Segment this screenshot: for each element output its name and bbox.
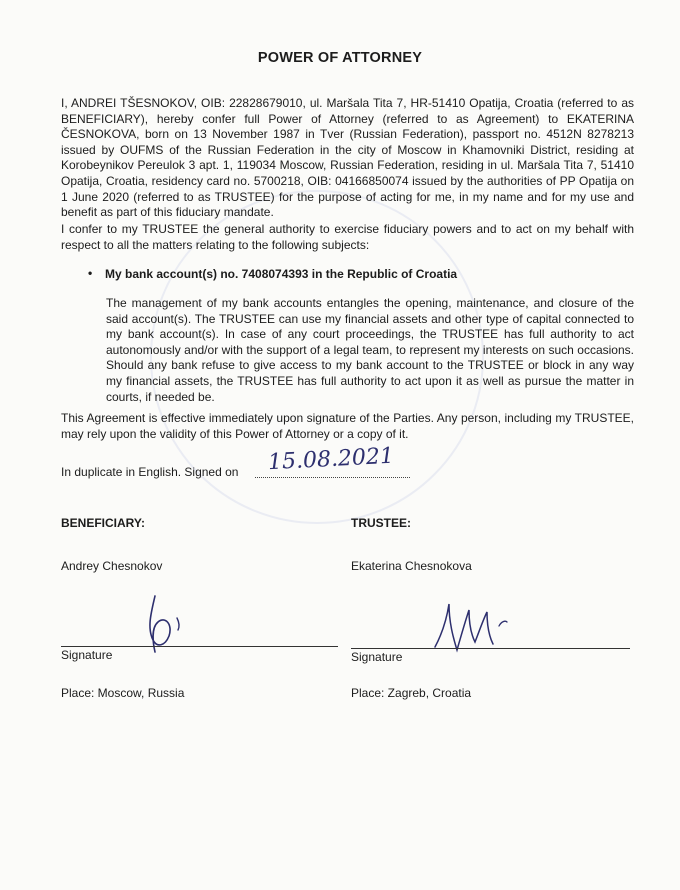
trustee-signature-label: Signature (351, 650, 403, 664)
trustee-name: Ekaterina Chesnokova (351, 559, 472, 573)
beneficiary-name: Andrey Chesnokov (61, 559, 163, 573)
date-underline (255, 477, 410, 478)
beneficiary-signature-label: Signature (61, 648, 113, 662)
trustee-header: TRUSTEE: (351, 516, 411, 530)
bullet-detail-paragraph: The management of my bank accounts entangles the opening, maintenance, and closure of the said account(s). The TRUSTEE can use my financial assets and other type of capital connected to my bank account(s). In case of any court proceedings, the TRUSTEE has full authority to act autonomously and/or with the support of a legal team, to represent my interests on such occasions. Should any bank refuse to give access to my bank account to the TRUSTEE or block in any way my financial assets, the TRUSTEE has full authority to act upon it as well as pursue the matter in courts, if needed be. (106, 296, 634, 404)
trustee-signature-line (351, 648, 630, 649)
trustee-signature-icon (425, 592, 525, 662)
document-title: POWER OF ATTORNEY (257, 50, 423, 66)
intro-paragraph: I, ANDREI TŠESNOKOV, OIB: 22828679010, ul. Maršala Tita 7, HR-51410 Opatija, Croatia (referred to as BENEFICIARY), hereby confer full Power of Attorney (referred to as Agreement) to EKATERINA ČESNOKOVA, born on 13 November 1987 in Tver (Russian Federation), passport no. 4512N 8278213 issued by OUFMS of the Russian Federation in the city of Moscow in Khamovniki District, residing at Korobeynikov Pereulok 3 apt. 1, 119034 Moscow, Russian Federation, residing in ul. Maršala Tita 7, 51410 Opatija, Croatia, residency card no. 5700218, OIB: 04166850074 issued by the authorities of PP Opatija on 1 June 2020 (referred to as TRUSTEE) for the purpose of acting for me, in my name and for my use and benefit as part of this fiduciary mandate. (61, 96, 634, 220)
beneficiary-signature-icon (125, 588, 215, 658)
handwritten-date: 15.08.2021 (267, 443, 395, 476)
beneficiary-header: BENEFICIARY: (61, 516, 145, 530)
bullet-icon: • (88, 266, 93, 280)
beneficiary-place: Place: Moscow, Russia (61, 686, 185, 700)
trustee-place: Place: Zagreb, Croatia (351, 686, 472, 700)
effective-paragraph: This Agreement is effective immediately upon signature of the Parties. Any person, including my TRUSTEE, may rely upon the validity of this Power of Attorney or a copy of it. (61, 411, 634, 441)
grant-paragraph: I confer to my TRUSTEE the general authority to exercise fiduciary powers and to act on my behalf with respect to all the matters relating to the following subjects: (61, 222, 634, 252)
signed-on-label: In duplicate in English. Signed on (61, 465, 239, 479)
beneficiary-signature-line (61, 646, 338, 647)
bullet-text: My bank account(s) no. 7408074393 in the Republic of Croatia (105, 267, 458, 281)
